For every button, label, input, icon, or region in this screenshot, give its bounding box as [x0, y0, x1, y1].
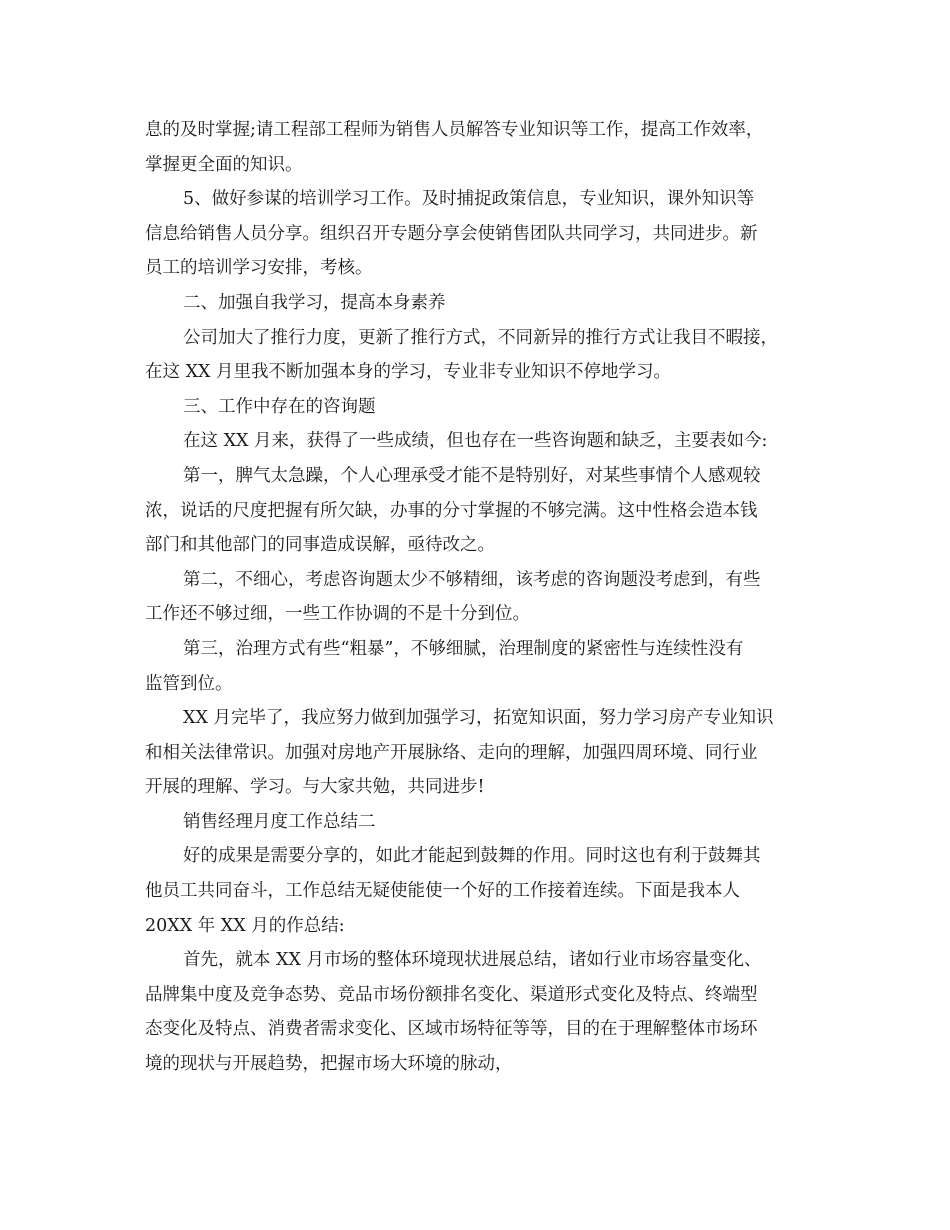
- text-line: XX 月完毕了，我应努力做到加强学习，拓宽知识面，努力学习房产专业知识: [183, 708, 774, 729]
- text-line: 好的成果是需要分享的，如此才能起到鼓舞的作用。同时这也有利于鼓舞其: [183, 846, 761, 867]
- text-line: 信息给销售人员分享。组织召开专题分享会使销售团队共同学习，共同进步。新: [145, 223, 758, 244]
- text-line: 公司加大了推行力度，更新了推行方式，不同新异的推行方式让我目不暇接，: [183, 327, 778, 348]
- text-line: 二、加强自我学习，提高本身素养: [183, 292, 446, 313]
- text-line: 第三，治理方式有些“粗暴”，不够细腻，治理制度的紧密性与连续性没有: [183, 638, 744, 659]
- text-line: 品牌集中度及竞争态势、竞品市场份额排名变化、渠道形式变化及特点、终端型: [145, 984, 758, 1005]
- text-line: 销售经理月度工作总结二: [183, 811, 376, 832]
- text-line: 首先，就本 XX 月市场的整体环境现状进展总结，诸如行业市场容量变化、: [183, 950, 762, 971]
- text-line: 工作还不够过细，一些工作协调的不是十分到位。: [145, 604, 530, 625]
- text-line: 息的及时掌握;请工程部工程师为销售人员解答专业知识等工作，提高工作效率，: [145, 120, 764, 140]
- text-line: 第一，脾气太急躁，个人心理承受才能不是特别好，对某些事情个人感观较: [183, 465, 761, 486]
- text-line: 20XX 年 XX 月的作总结:: [145, 915, 345, 936]
- text-line: 三、工作中存在的咨询题: [183, 396, 376, 417]
- text-line: 开展的理解、学习。与大家共勉，共同进步!: [145, 777, 485, 798]
- document-body: [145, 113, 810, 1082]
- text-line: 和相关法律常识。加强对房地产开展脉络、走向的理解，加强四周环境、同行业: [145, 742, 758, 763]
- text-line: 掌握更全面的知识。: [145, 154, 303, 175]
- text-line: 5、做好参谋的培训学习工作。及时捕捉政策信息，专业知识，课外知识等: [183, 189, 755, 210]
- text-line: 部门和其他部门的同事造成误解，亟待改之。: [145, 535, 495, 556]
- text-line: 第二，不细心，考虑咨询题太少不够精细，该考虑的咨询题没考虑到，有些: [183, 569, 761, 590]
- text-line: 员工的培训学习安排，考核。: [145, 258, 373, 279]
- text-line: 在这 XX 月里我不断加强本身的学习，专业非专业知识不停地学习。: [145, 362, 672, 383]
- text-line: 监管到位。: [145, 673, 233, 694]
- text-line: 境的现状与开展趋势，把握市场大环境的脉动，: [145, 1054, 513, 1075]
- text-line: 他员工共同奋斗，工作总结无疑使能使一个好的工作接着连续。下面是我本人: [145, 881, 740, 902]
- text-line: 浓，说话的尺度把握有所欠缺，办事的分寸掌握的不够完满。这中性格会造本钱: [145, 500, 758, 521]
- text-line: 态变化及特点、消费者需求变化、区域市场特征等等，目的在于理解整体市场环: [145, 1019, 758, 1040]
- text-line: 在这 XX 月来，获得了一些成绩，但也存在一些咨询题和缺乏，主要表如今:: [183, 431, 768, 452]
